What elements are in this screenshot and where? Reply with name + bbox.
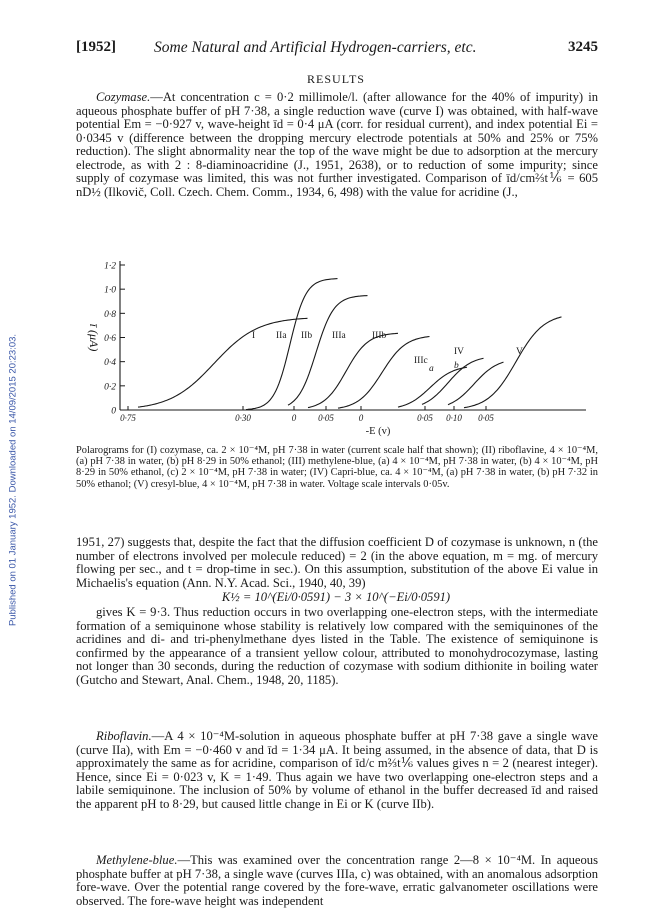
header-title: Some Natural and Artificial Hydrogen-carriers, etc.: [154, 39, 477, 56]
curve-label: IV: [454, 347, 465, 357]
curve-iia: [246, 279, 338, 410]
y-tick-label: 1·2: [104, 261, 116, 272]
methylene-lead: Methylene-blue.: [96, 853, 178, 867]
x-tick-label: 0: [358, 413, 364, 423]
y-tick-label: 0·2: [104, 382, 116, 393]
curve-label: IIa: [276, 331, 287, 341]
curve-label: b: [454, 361, 459, 371]
y-tick-label: 0·6: [104, 334, 116, 344]
y-axis-label: ī (μA): [87, 323, 101, 352]
x-tick-label: 0·10: [446, 413, 462, 423]
paragraph-cozymase: [76, 91, 598, 199]
paragraph-diffusion: 1951, 27) suggests that, despite the fact that the diffusion coefficient D of cozymase is unknown, n (the number of electrons involved per molecule reduced) = 2 (in the above equation, m = mg. of mercury flowing per sec., and t = drop-time in sec.). On this assumption, substitution of the above Ei value in Michaelis's equation (Ann. N.Y. Acad. Sci., 1940, 40, 39): [76, 535, 598, 590]
x-tick-label: 0·75: [120, 413, 136, 423]
curve-label: V: [516, 347, 523, 357]
download-note: Published on 01 January 1952. Downloaded on 14/09/2015 20:23:03.: [7, 333, 19, 627]
methylene-text: —This was examined over the concentration range 2—8 × 10⁻⁴M. In aqueous phosphate buffer at pH 7·38, a single wave (curves IIIa, c) was obtained, with an anomalous adsorption fore-wave. Over the potential range covered by the fore-wave, erratic galvanometer oscillations were observed. The fore-wave height was independent: [76, 853, 598, 908]
x-tick-label: 0·05: [417, 413, 433, 423]
polarogram-chart: [76, 250, 598, 445]
curve-label: a: [429, 364, 434, 374]
y-tick-label: 0: [111, 406, 116, 417]
header-year: [1952]: [76, 39, 116, 55]
x-axis-label: -E (v): [365, 426, 391, 437]
curve-label: I: [252, 331, 256, 341]
page-number: 3245: [568, 39, 598, 55]
riboflavin-text: —A 4 × 10⁻⁴M-solution in aqueous phosphate buffer at pH 7·38 gave a single wave (curve IIa), with Em = −0·460 v and īd = 1·34 μA. It being assumed, in the absence of data, that D is approximately the same as for acridine, comparison of īd/c m⅔t⅙ values gives n = 2 (nearest integer). Hence, since Ei = 0·023 v, K = 1·49. Thus again we have two overlapping one-electron steps and a labile semiquinone. The inclusion of 50% by volume of ethanol in the buffer decreased īd and raised the apparent pH to 8·29, but caused little change in Ei or K (curve IIb).: [76, 729, 598, 811]
curve-label: IIIb: [372, 331, 387, 341]
paragraph-methylene-blue: [76, 854, 598, 908]
polarogram-figure: [76, 250, 598, 445]
cozymase-text: —At concentration c = 0·2 millimole/l. (after allowance for the 40% of impurity) in aqueous phosphate buffer of pH 7·38, a single reduction wave (curve I) was obtained, with half-wave potential Em = −0·927 v, wave-height īd = 0·4 μA (corr. for residual current), and index potential Ei = 0·0345 v (difference between the dropping mercury electrode potentials at 50% and 25% or 75% reduction). The slight abnormality near the top of the wave might be due to adsorption at the mercury electrode, as with 2 : 8-diaminoacridine (J., 1951, 2638), or to reduction of some impurity; since supply of cozymase was limited, this was not further investigated. Comparison of īd/cm⅔t⅙ = 605 nD½ (Ilkovič, Coll. Czech. Chem. Comm., 1934, 6, 498) with the value for acridine (J.,: [76, 90, 598, 199]
figure-caption: Polarograms for (I) cozymase, ca. 2 × 10⁻⁴M, pH 7·38 in water (current scale half that shown); (II) riboflavine, 4 × 10⁻⁴M, (a) pH 7·38 in water, (b) pH 8·29 in 50% ethanol; (III) methylene-blue, (a) 4 × 10⁻⁴M, pH 7·38 in water, (b) 4 × 10⁻⁴M, pH 8·29 in 50% ethanol, (c) 2 × 10⁻⁴M, pH 7·38 in water; (IV) Capri-blue, ca. 4 × 10⁻⁴M, (a) pH 7·38 in water, (b) pH 7·32 in 50% ethanol; (V) cresyl-blue, 4 × 10⁻⁴M, pH 7·38 in water. Voltage scale intervals 0·05v.: [76, 445, 598, 490]
curve-v: [464, 317, 562, 408]
curve-label: IIIa: [332, 331, 346, 341]
cozymase-lead: Cozymase.: [96, 90, 151, 104]
x-tick-label: 0·05: [318, 413, 334, 423]
section-heading: RESULTS: [307, 72, 365, 86]
curve-label: IIIc: [414, 356, 428, 366]
curve-label: IIb: [301, 331, 313, 341]
y-tick-label: 1·0: [104, 285, 116, 296]
paragraph-semiquinone: gives K = 9·3. Thus reduction occurs in two overlapping one-electron steps, with the intermediate formation of a semiquinone whose stability is relatively low compared with the semiquinones of the acridines and di- and tri-phenylmethane dyes listed in the Table. The existence of semiquinone is confirmed by the appearance of a transient yellow colour, attributed to monohydrocozymase, lasting not longer than 30 seconds, during the reduction of cozymase with sodium dithionite in boiling water (Gutcho and Stewart, Anal. Chem., 1948, 20, 1185).: [76, 605, 598, 687]
x-tick-label: 0·30: [235, 413, 251, 423]
x-tick-label: 0·05: [478, 413, 494, 423]
michaelis-equation: K½ = 10^(Ei/0·0591) − 3 × 10^(−Ei/0·0591): [221, 590, 451, 604]
running-header: [76, 39, 598, 59]
sidebar-note: [2, 190, 24, 770]
riboflavin-lead: Riboflavin.: [96, 729, 152, 743]
y-tick-label: 0·8: [104, 309, 116, 320]
curve-iiia: [308, 333, 398, 407]
x-tick-label: 0: [291, 413, 297, 423]
y-tick-label: 0·4: [104, 358, 116, 369]
curve-iiib: [338, 337, 430, 409]
paragraph-riboflavin: [76, 730, 598, 811]
curve-iib: [288, 296, 368, 406]
